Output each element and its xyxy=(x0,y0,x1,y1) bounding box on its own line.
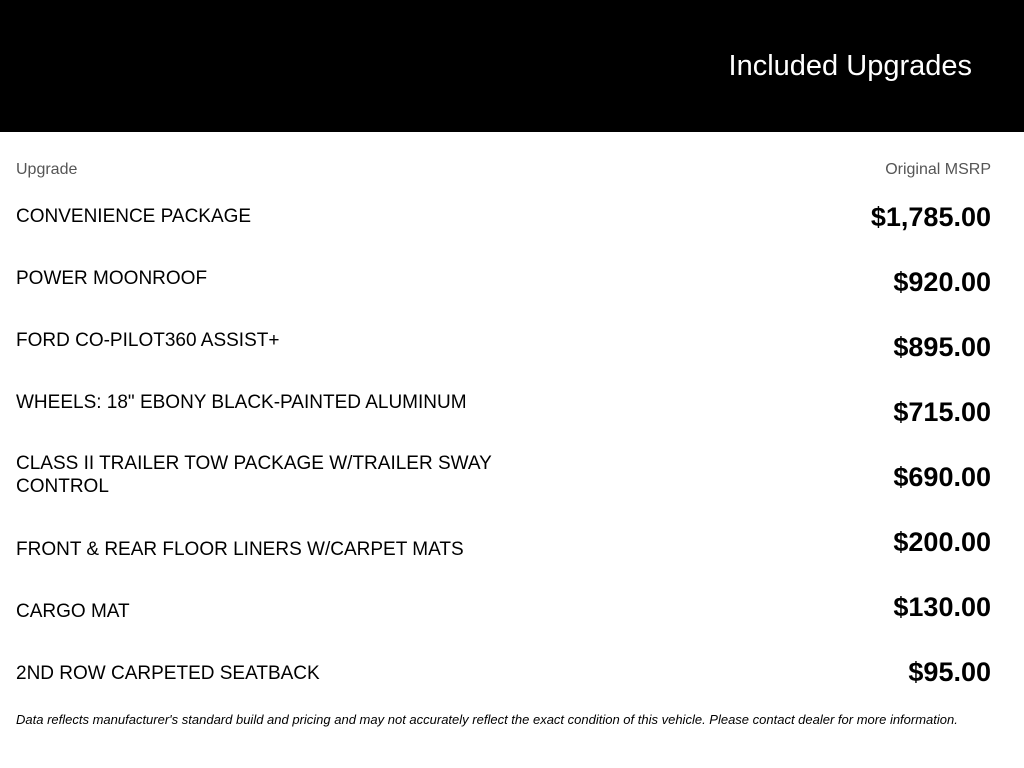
upgrade-price: $920.00 xyxy=(893,267,991,297)
upgrade-name: POWER MOONROOF xyxy=(16,268,208,289)
header-banner xyxy=(0,0,1024,132)
column-header-msrp: Original MSRP xyxy=(885,161,991,178)
upgrade-price: $895.00 xyxy=(893,332,991,362)
disclaimer-text: Data reflects manufacturer's standard build and pricing and may not accurately reflect the exact condition of this vehicle. Please contact dealer for more information. xyxy=(16,712,958,727)
upgrade-name: CONVENIENCE PACKAGE xyxy=(16,206,252,227)
upgrade-price: $200.00 xyxy=(893,527,991,557)
upgrade-name: WHEELS: 18" EBONY BLACK-PAINTED ALUMINUM xyxy=(16,392,467,413)
upgrade-price: $1,785.00 xyxy=(870,202,991,232)
upgrade-name: CLASS II TRAILER TOW PACKAGE W/TRAILER SWAY CONTROL xyxy=(16,453,492,497)
page-title: Included Upgrades xyxy=(728,50,972,82)
upgrade-name: 2ND ROW CARPETED SEATBACK xyxy=(16,663,320,684)
column-header-upgrade: Upgrade xyxy=(16,161,78,178)
upgrade-price: $690.00 xyxy=(893,462,991,492)
upgrade-name: FRONT & REAR FLOOR LINERS W/CARPET MATS xyxy=(16,539,464,560)
upgrade-name: CARGO MAT xyxy=(16,601,130,622)
upgrade-price: $715.00 xyxy=(893,397,991,427)
upgrade-name: FORD CO-PILOT360 ASSIST+ xyxy=(16,330,280,351)
upgrade-price: $95.00 xyxy=(908,657,991,687)
upgrade-price: $130.00 xyxy=(893,592,991,622)
